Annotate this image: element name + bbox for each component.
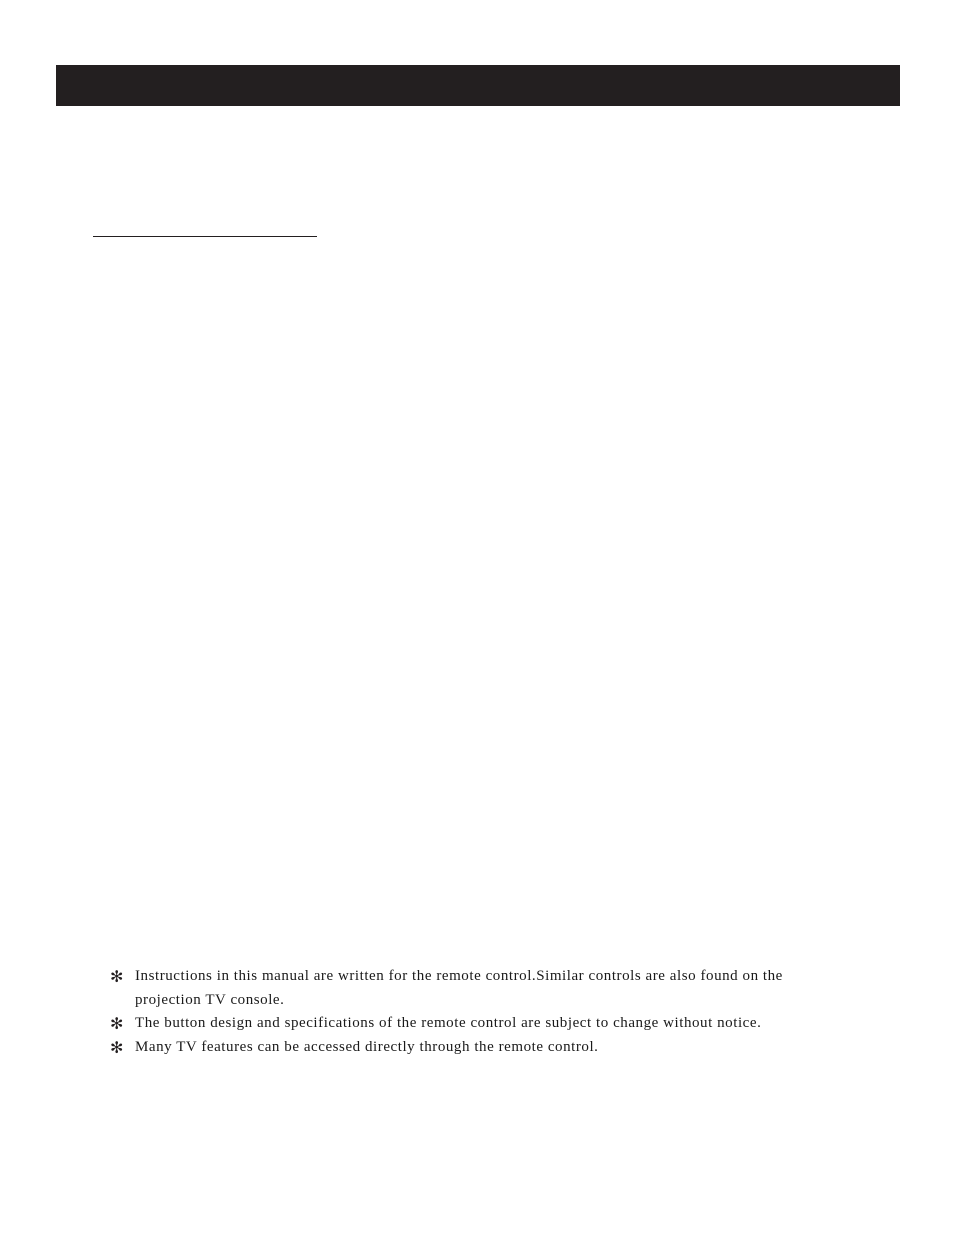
note-text: The button design and specifications of the remote control are subject to change without notice. (135, 1015, 762, 1031)
asterisk-bullet-icon: ✻ (110, 967, 124, 986)
asterisk-bullet-icon: ✻ (110, 1037, 124, 1057)
header-bar (56, 65, 900, 106)
note-text: Many TV features can be accessed directly through the remote control. (135, 1038, 599, 1055)
note-item (110, 1012, 850, 1036)
note-item (110, 1036, 850, 1060)
section-underline (93, 236, 317, 237)
asterisk-bullet-icon: ✻ (110, 1014, 124, 1033)
notes-list (110, 965, 850, 1059)
note-item (110, 965, 850, 1012)
note-text: Instructions in this manual are written for the remote control.Similar controls are also found on the projection TV console. (135, 968, 783, 1008)
